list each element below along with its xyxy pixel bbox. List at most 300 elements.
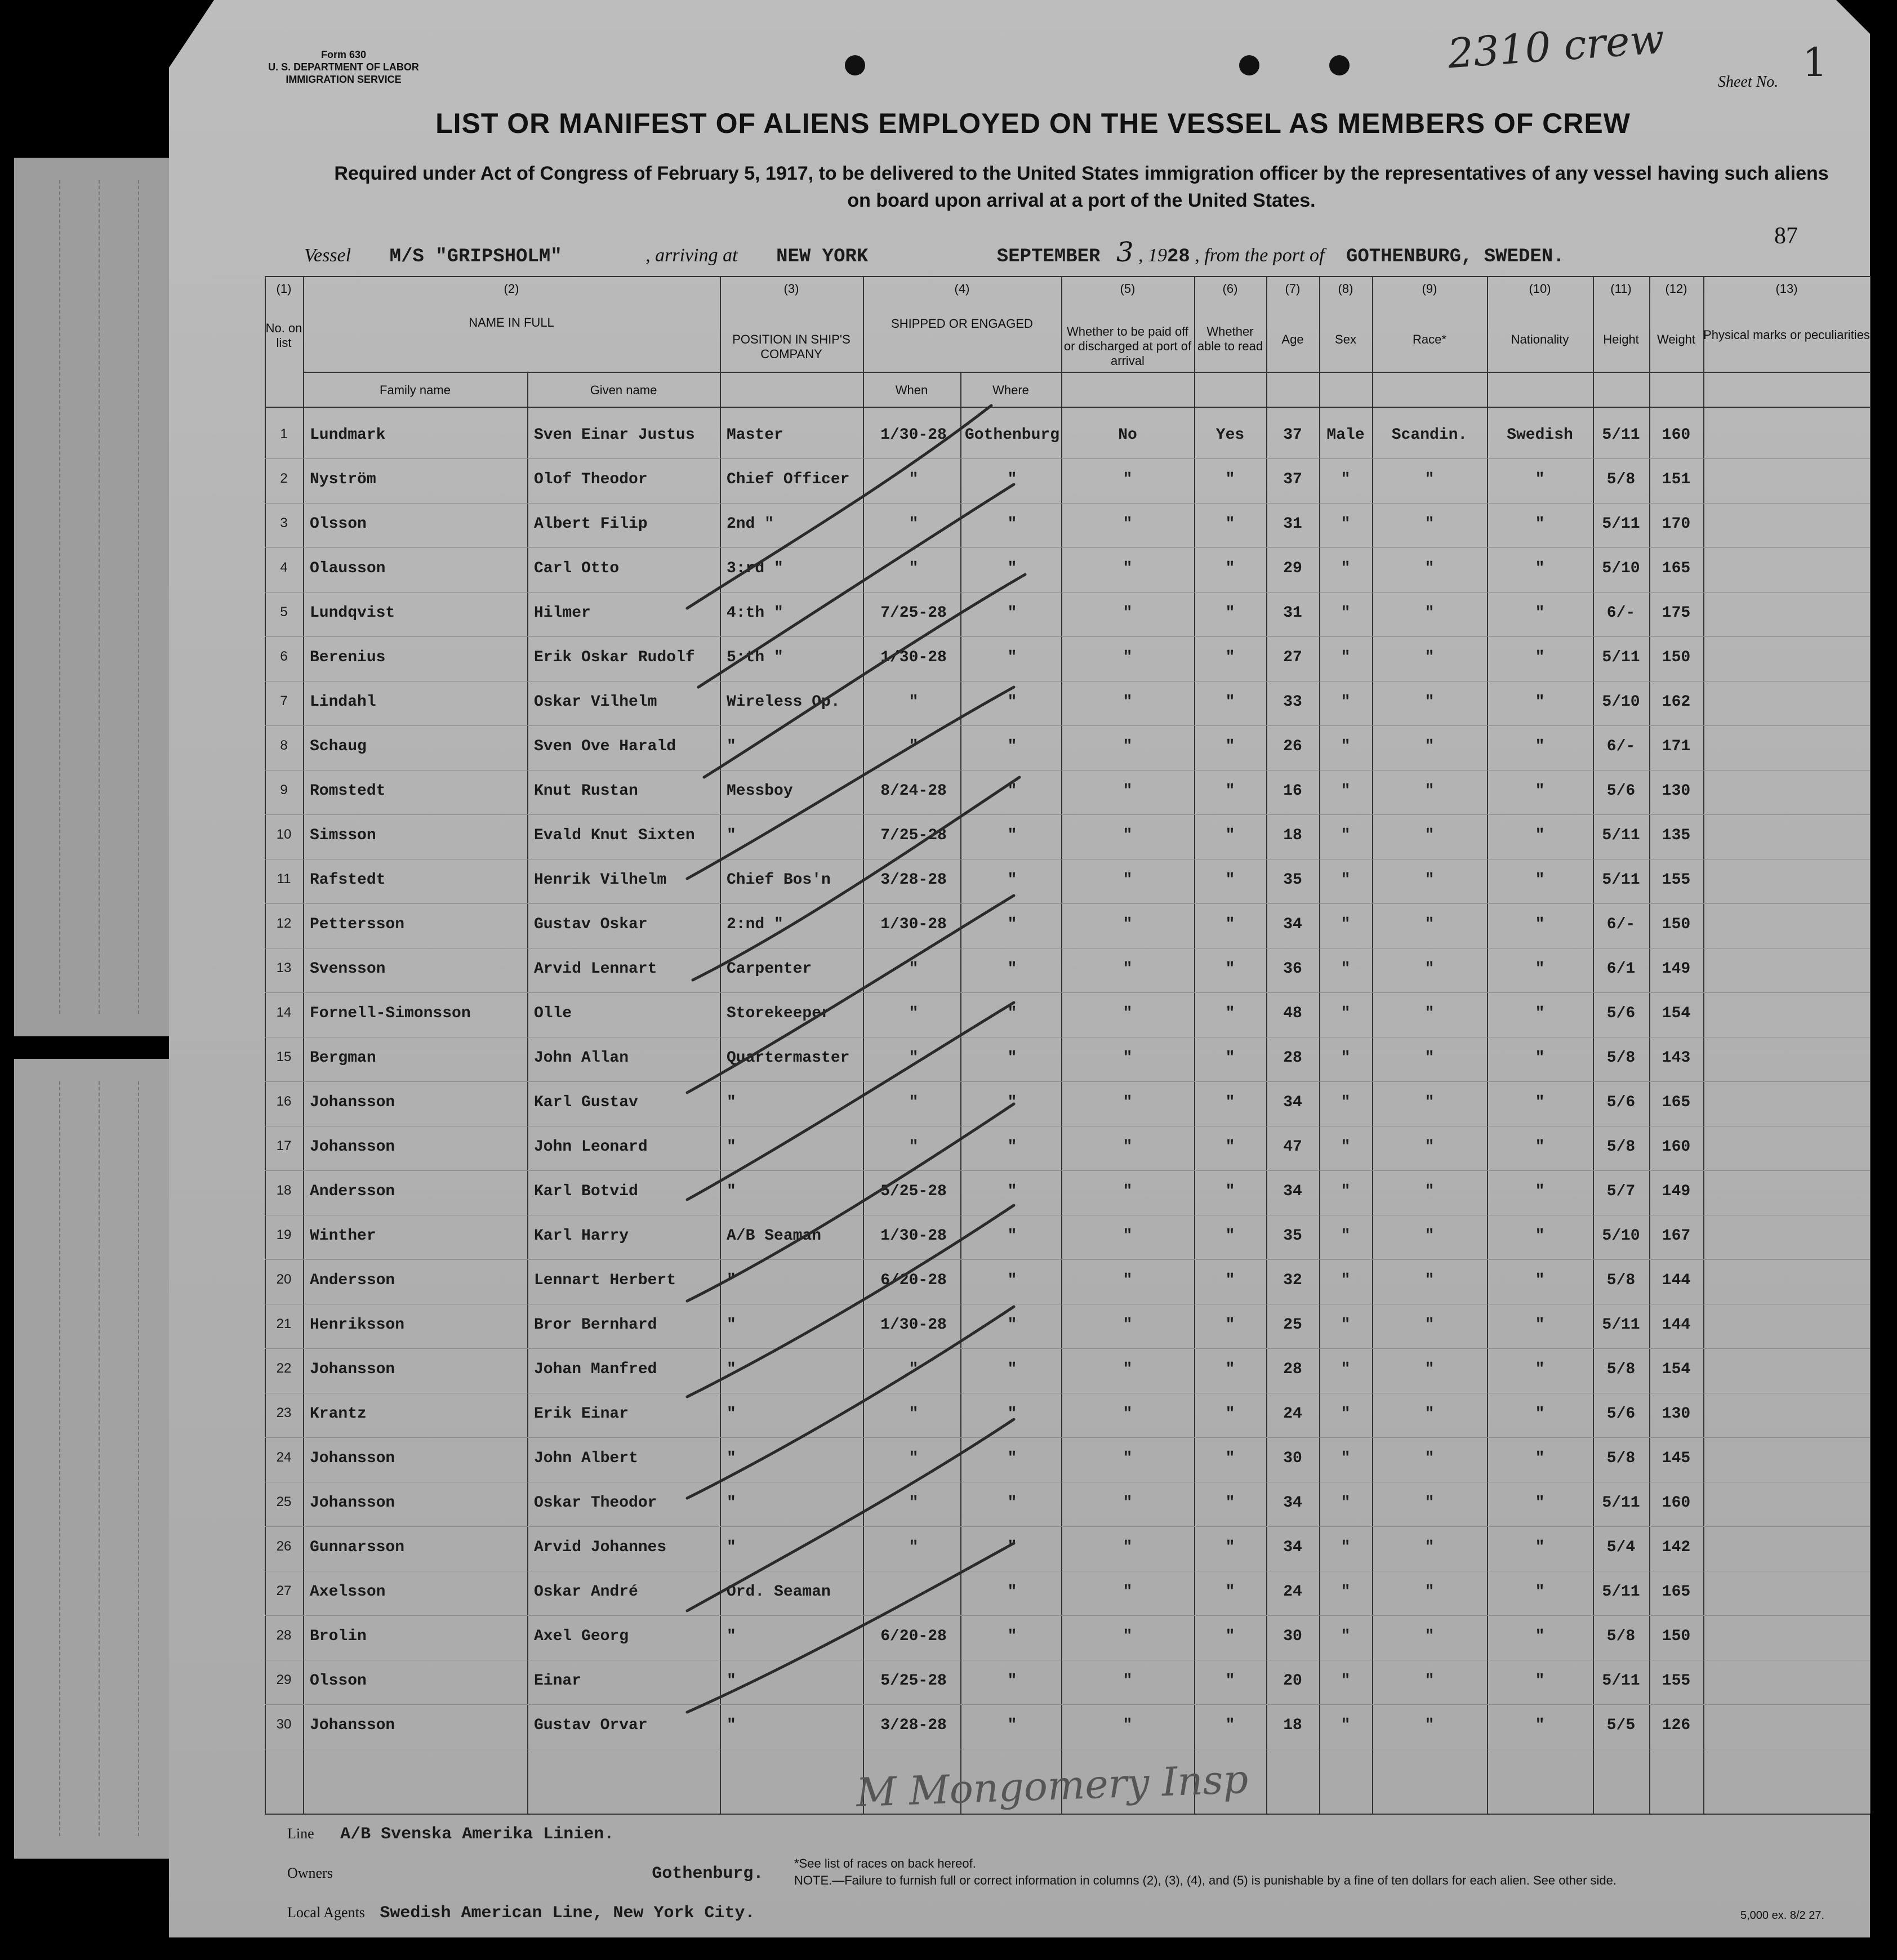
cell-position: " (727, 1672, 736, 1690)
cell-height: 5/11 (1602, 871, 1640, 889)
cell-family: Krantz (310, 1405, 367, 1423)
cell-n: 17 (276, 1138, 292, 1153)
cell-height: 6/- (1606, 916, 1636, 933)
cell-where: " (1007, 1672, 1017, 1690)
cell-sex: " (1341, 1361, 1351, 1378)
cell-nat: " (1535, 1405, 1545, 1423)
cell-race: " (1424, 827, 1435, 844)
year-prefix: , 19 (1138, 245, 1167, 266)
cell-position: Wireless Op. (727, 693, 840, 711)
cell-weight: 151 (1662, 471, 1691, 488)
cell-height: 5/11 (1602, 426, 1640, 444)
cell-height: 5/6 (1606, 782, 1636, 800)
cell-age: 36 (1283, 960, 1302, 978)
cell-weight: 155 (1662, 871, 1691, 889)
cell-nat: " (1535, 693, 1545, 711)
cell-n: 2 (280, 471, 288, 486)
col-head-age: Age (1281, 332, 1304, 346)
cell-position: Carpenter (727, 960, 812, 978)
cell-read: " (1225, 1583, 1235, 1601)
cell-when: " (909, 1094, 919, 1111)
cell-read: " (1225, 1272, 1235, 1289)
cell-when: " (909, 471, 919, 488)
cell-weight: 170 (1662, 515, 1691, 533)
cell-n: 22 (276, 1361, 292, 1376)
cell-family: Winther (310, 1227, 376, 1245)
cell-n: 18 (276, 1183, 292, 1198)
cell-sex: " (1341, 693, 1351, 711)
table-rule (303, 372, 1870, 373)
cell-sex: " (1341, 916, 1351, 933)
cell-sex: " (1341, 1138, 1351, 1156)
form-header (265, 48, 422, 86)
date-value: SEPTEMBER (996, 246, 1101, 268)
cell-sex: " (1341, 1583, 1351, 1601)
cell-weight: 143 (1662, 1049, 1691, 1067)
table-row (265, 1660, 1870, 1705)
cell-age: 31 (1283, 515, 1302, 533)
cell-race: " (1424, 604, 1435, 622)
cell-race: " (1424, 1583, 1435, 1601)
cell-paid: " (1123, 1183, 1133, 1200)
cell-family: Johansson (310, 1450, 395, 1467)
cell-given: John Albert (534, 1450, 638, 1467)
cell-given: Karl Gustav (534, 1094, 638, 1111)
cell-weight: 150 (1662, 649, 1691, 666)
cell-given: Axel Georg (534, 1628, 629, 1645)
cell-position: " (727, 738, 736, 755)
cell-given: Einar (534, 1672, 582, 1690)
vessel-label: Vessel (304, 245, 351, 266)
cell-n: 25 (276, 1494, 292, 1509)
cell-weight: 144 (1662, 1316, 1691, 1334)
print-code: 5,000 ex. 8/2 27. (1740, 1909, 1825, 1922)
col-num: (2) (504, 282, 519, 296)
cell-position: A/B Seaman (727, 1227, 822, 1245)
col-num: (12) (1665, 282, 1687, 296)
cell-read: " (1225, 738, 1235, 755)
cell-paid: " (1123, 1272, 1133, 1289)
cell-read: Yes (1215, 426, 1245, 444)
cell-paid: " (1123, 1494, 1133, 1512)
cell-position: " (727, 1717, 736, 1734)
cell-sex: " (1341, 782, 1351, 800)
cell-race: " (1424, 471, 1435, 488)
cell-height: 5/7 (1606, 1183, 1636, 1200)
cell-height: 5/6 (1606, 1005, 1636, 1022)
cell-given: Evald Knut Sixten (534, 827, 695, 844)
cell-where: " (1007, 1628, 1017, 1645)
cell-n: 4 (280, 560, 288, 575)
cell-read: " (1225, 1316, 1235, 1334)
cell-when: 6/20-28 (880, 1628, 947, 1645)
cell-age: 32 (1283, 1272, 1302, 1289)
footer-line (287, 1825, 614, 1844)
cell-weight: 144 (1662, 1272, 1691, 1289)
cell-nat: " (1535, 560, 1545, 577)
arriving-value: NEW YORK (776, 246, 869, 268)
cell-age: 35 (1283, 871, 1302, 889)
cell-age: 25 (1283, 1316, 1302, 1334)
table-row (265, 859, 1870, 904)
cell-family: Nyström (310, 471, 376, 488)
cell-where: " (1007, 1450, 1017, 1467)
cell-when: 1/30-28 (880, 916, 947, 933)
table-row (265, 458, 1870, 504)
col-head-sex: Sex (1335, 332, 1356, 346)
page-subtitle (293, 160, 1870, 214)
cell-where: " (1007, 1272, 1017, 1289)
cell-age: 34 (1283, 1094, 1302, 1111)
cell-n: 27 (276, 1583, 292, 1598)
cell-race: " (1424, 1494, 1435, 1512)
cell-age: 30 (1283, 1628, 1302, 1645)
cell-paid: " (1123, 1717, 1133, 1734)
cell-paid: " (1123, 693, 1133, 711)
cell-paid: " (1123, 1583, 1133, 1601)
cell-sex: " (1341, 1405, 1351, 1423)
year-suffix: 28 (1166, 246, 1190, 268)
cell-sex: " (1341, 1272, 1351, 1289)
cell-age: 24 (1283, 1583, 1302, 1601)
cell-read: " (1225, 827, 1235, 844)
cell-nat: " (1535, 1583, 1545, 1601)
line-label: Line (287, 1825, 314, 1842)
cell-paid: " (1123, 1049, 1133, 1067)
col-num: (1) (276, 282, 292, 296)
cell-paid: " (1123, 1628, 1133, 1645)
cell-read: " (1225, 960, 1235, 978)
table-row (265, 592, 1870, 637)
cell-nat: " (1535, 1539, 1545, 1556)
cell-height: 6/- (1606, 604, 1636, 622)
slip-ruling (99, 1081, 100, 1836)
cell-read: " (1225, 1405, 1235, 1423)
cell-given: Gustav Orvar (534, 1717, 648, 1734)
cell-sex: " (1341, 649, 1351, 666)
cell-when: " (909, 1539, 919, 1556)
slip-ruling (138, 180, 139, 1014)
cell-nat: " (1535, 515, 1545, 533)
form-number: Form 630 (320, 49, 367, 60)
cell-sex: " (1341, 560, 1351, 577)
subhead-when: When (895, 383, 928, 397)
cell-position: 3:rd " (727, 560, 783, 577)
cell-age: 34 (1283, 1183, 1302, 1200)
cell-given: Hilmer (534, 604, 591, 622)
cell-n: 3 (280, 515, 288, 531)
cell-height: 5/11 (1602, 1316, 1640, 1334)
cell-height: 5/10 (1602, 1227, 1640, 1245)
col-head-nationality: Nationality (1511, 332, 1569, 346)
cell-paid: " (1123, 649, 1133, 666)
table-row (265, 414, 1870, 459)
cell-read: " (1225, 782, 1235, 800)
subhead-family: Family name (380, 383, 451, 397)
cell-height: 5/4 (1606, 1539, 1636, 1556)
cell-height: 5/8 (1606, 1049, 1636, 1067)
cell-given: Sven Einar Justus (534, 426, 695, 444)
cell-family: Simsson (310, 827, 376, 844)
table-row (265, 725, 1870, 770)
cell-n: 9 (280, 782, 288, 798)
cell-weight: 171 (1662, 738, 1691, 755)
cell-sex: " (1341, 1672, 1351, 1690)
cell-when: 6/20-28 (880, 1272, 947, 1289)
inspector-signature: M Mongomery Insp (855, 1756, 1249, 1816)
table-row (265, 547, 1870, 593)
arriving-label: , arriving at (645, 245, 738, 266)
from-value: GOTHENBURG, SWEDEN. (1346, 246, 1565, 268)
table-rule (265, 1814, 1870, 1815)
cell-read: " (1225, 1494, 1235, 1512)
col-num: (3) (783, 282, 799, 296)
table-row (265, 1215, 1870, 1260)
cell-where: " (1007, 515, 1017, 533)
cell-paid: " (1123, 1316, 1133, 1334)
cell-race: " (1424, 1227, 1435, 1245)
slip-ruling (99, 180, 100, 1014)
cell-paid: " (1123, 1539, 1133, 1556)
vessel-line (304, 237, 1565, 268)
cell-family: Schaug (310, 738, 367, 755)
cell-n: 21 (276, 1316, 292, 1331)
line-value: A/B Svenska Amerika Linien. (340, 1825, 614, 1844)
cell-where: " (1007, 1094, 1017, 1111)
subhead-where: Where (992, 383, 1029, 397)
cell-race: " (1424, 1272, 1435, 1289)
owners-label: Owners (287, 1865, 333, 1881)
cell-position: " (727, 1628, 736, 1645)
col-head-marks: Physical marks or peculiarities (1703, 328, 1870, 342)
cell-position: Master (727, 426, 783, 444)
cell-given: Karl Harry (534, 1227, 629, 1245)
agents-value: Swedish American Line, New York City. (380, 1904, 755, 1923)
cell-height: 5/6 (1606, 1405, 1636, 1423)
cell-paid: " (1123, 782, 1133, 800)
cell-weight: 160 (1662, 1138, 1691, 1156)
cell-height: 5/11 (1602, 1583, 1640, 1601)
cell-where: " (1007, 738, 1017, 755)
cell-weight: 150 (1662, 1628, 1691, 1645)
cell-race: " (1424, 1628, 1435, 1645)
day-value: 3 (1116, 237, 1134, 268)
cell-given: John Allan (534, 1049, 629, 1067)
cell-nat: Swedish (1507, 426, 1573, 444)
cell-race: Scandin. (1391, 426, 1468, 444)
cell-race: " (1424, 1005, 1435, 1022)
page-title: LIST OR MANIFEST OF ALIENS EMPLOYED ON THE VESSEL AS MEMBERS OF CREW (435, 108, 1631, 139)
cell-n: 29 (276, 1672, 292, 1687)
cell-age: 28 (1283, 1361, 1302, 1378)
cell-paid: " (1123, 604, 1133, 622)
cell-height: 5/8 (1606, 471, 1636, 488)
cell-nat: " (1535, 916, 1545, 933)
table-row (265, 1259, 1870, 1304)
cell-paid: " (1123, 871, 1133, 889)
cell-where: " (1007, 1494, 1017, 1512)
cell-family: Johansson (310, 1094, 395, 1111)
cell-position: Chief Bos'n (727, 871, 831, 889)
cell-sex: " (1341, 1539, 1351, 1556)
cell-where: " (1007, 960, 1017, 978)
cell-age: 34 (1283, 1539, 1302, 1556)
cell-race: " (1424, 1138, 1435, 1156)
table-row (265, 1170, 1870, 1215)
table-row (265, 636, 1870, 681)
cell-nat: " (1535, 1227, 1545, 1245)
cell-sex: " (1341, 1450, 1351, 1467)
cell-height: 5/8 (1606, 1138, 1636, 1156)
sheet-no-label: Sheet No. (1718, 73, 1779, 91)
cell-height: 5/8 (1606, 1272, 1636, 1289)
sheet-no-value: 1 (1802, 39, 1828, 86)
cell-n: 1 (280, 426, 288, 442)
cell-given: Lennart Herbert (534, 1272, 676, 1289)
department: U. S. DEPARTMENT OF LABOR (268, 61, 419, 73)
cell-given: Olof Theodor (534, 471, 648, 488)
cell-n: 8 (280, 738, 288, 753)
cell-family: Romstedt (310, 782, 386, 800)
cell-weight: 165 (1662, 560, 1691, 577)
cell-age: 47 (1283, 1138, 1302, 1156)
col-num: (11) (1610, 282, 1632, 296)
cell-when: 3/28-28 (880, 1717, 947, 1734)
cell-paid: " (1123, 1361, 1133, 1378)
cell-weight: 149 (1662, 960, 1691, 978)
cell-given: Bror Bernhard (534, 1316, 657, 1334)
agents-label: Local Agents (287, 1904, 365, 1921)
cell-read: " (1225, 515, 1235, 533)
footer-owners (287, 1864, 763, 1883)
cell-read: " (1225, 560, 1235, 577)
cell-age: 24 (1283, 1405, 1302, 1423)
cell-given: Albert Filip (534, 515, 648, 533)
cell-n: 5 (280, 604, 288, 620)
cell-paid: " (1123, 1450, 1133, 1467)
cell-nat: " (1535, 782, 1545, 800)
cell-race: " (1424, 960, 1435, 978)
col-head-race: Race* (1413, 332, 1446, 346)
cell-given: Henrik Vilhelm (534, 871, 667, 889)
cell-race: " (1424, 693, 1435, 711)
cell-family: Gunnarsson (310, 1539, 405, 1556)
cell-sex: " (1341, 1227, 1351, 1245)
cell-read: " (1225, 1005, 1235, 1022)
cell-race: " (1424, 649, 1435, 666)
cell-paid: " (1123, 827, 1133, 844)
col-head-read: Whether able to read (1197, 324, 1263, 353)
cell-where: " (1007, 1138, 1017, 1156)
cell-paid: " (1123, 560, 1133, 577)
cell-family: Johansson (310, 1361, 395, 1378)
crew-table (265, 276, 1870, 1814)
cell-paid: " (1123, 471, 1133, 488)
cell-when: " (909, 1049, 919, 1067)
cell-nat: " (1535, 1138, 1545, 1156)
cell-position: " (727, 1494, 736, 1512)
cell-race: " (1424, 1450, 1435, 1467)
cell-given: John Leonard (534, 1138, 648, 1156)
cell-height: 6/1 (1606, 960, 1636, 978)
cell-height: 5/10 (1602, 560, 1640, 577)
cell-paid: " (1123, 515, 1133, 533)
table-row (265, 503, 1870, 548)
cell-when: " (909, 1405, 919, 1423)
cell-height: 5/8 (1606, 1361, 1636, 1378)
cell-position: " (727, 1450, 736, 1467)
cell-read: " (1225, 649, 1235, 666)
cell-read: " (1225, 693, 1235, 711)
cell-when: 7/25-28 (880, 827, 947, 844)
penalty-note: NOTE.—Failure to furnish full or correct information in columns (2), (3), (4), and (5) is punishable by a fine of ten dollars for each alien. See other side. (794, 1873, 1617, 1887)
cell-position: 5:th " (727, 649, 783, 666)
cell-paid: " (1123, 1405, 1133, 1423)
cell-sex: " (1341, 1049, 1351, 1067)
subtitle-line-2: on board upon arrival at a port of the United States. (847, 190, 1316, 211)
cell-position: Storekeeper (727, 1005, 831, 1022)
from-label: , from the port of (1195, 245, 1325, 266)
table-rule (265, 276, 1870, 277)
subhead-given: Given name (590, 383, 657, 397)
cell-position: " (727, 1138, 736, 1156)
cell-age: 37 (1283, 471, 1302, 488)
cell-when: 1/30-28 (880, 1227, 947, 1245)
cell-read: " (1225, 1672, 1235, 1690)
cell-height: 5/8 (1606, 1450, 1636, 1467)
cell-position: " (727, 1094, 736, 1111)
cell-nat: " (1535, 1094, 1545, 1111)
cell-when: 7/25-28 (880, 604, 947, 622)
cell-age: 35 (1283, 1227, 1302, 1245)
cell-position: " (727, 1272, 736, 1289)
cell-paid: " (1123, 916, 1133, 933)
cell-paid: " (1123, 1005, 1133, 1022)
page-number: 87 (1774, 223, 1798, 249)
col-num: (9) (1422, 282, 1437, 296)
cell-age: 16 (1283, 782, 1302, 800)
cell-n: 16 (276, 1094, 292, 1109)
cell-weight: 135 (1662, 827, 1691, 844)
cell-family: Rafstedt (310, 871, 386, 889)
cell-nat: " (1535, 1494, 1545, 1512)
table-row (265, 1437, 1870, 1482)
cell-sex: " (1341, 738, 1351, 755)
cell-age: 33 (1283, 693, 1302, 711)
cell-age: 28 (1283, 1049, 1302, 1067)
cell-nat: " (1535, 1272, 1545, 1289)
cell-where: " (1007, 471, 1017, 488)
cell-nat: " (1535, 871, 1545, 889)
cell-family: Johansson (310, 1717, 395, 1734)
cell-race: " (1424, 738, 1435, 755)
cell-weight: 130 (1662, 782, 1691, 800)
cell-read: " (1225, 1183, 1235, 1200)
cell-when: " (909, 515, 919, 533)
table-row (265, 1704, 1870, 1749)
cell-nat: " (1535, 1005, 1545, 1022)
cell-given: Arvid Lennart (534, 960, 657, 978)
vessel-value: M/S "GRIPSHOLM" (389, 246, 562, 268)
cell-family: Axelsson (310, 1583, 386, 1601)
cell-age: 27 (1283, 649, 1302, 666)
cell-when: " (909, 560, 919, 577)
cell-n: 15 (276, 1049, 292, 1064)
cell-nat: " (1535, 1361, 1545, 1378)
col-head-paid: Whether to be paid off or discharged at port of arrival (1063, 324, 1192, 368)
cell-read: " (1225, 471, 1235, 488)
cell-given: Arvid Johannes (534, 1539, 667, 1556)
